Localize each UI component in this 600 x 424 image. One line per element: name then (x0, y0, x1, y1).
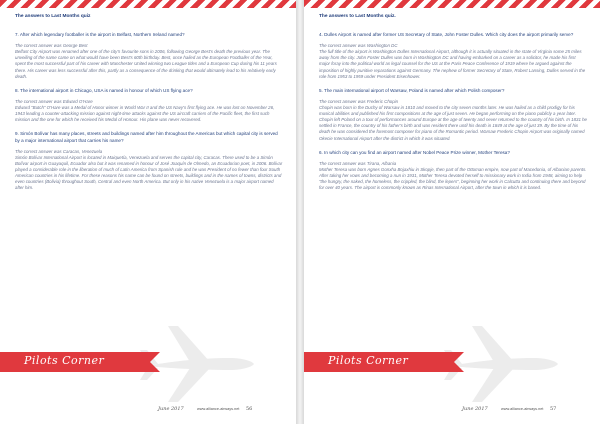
question-9: 9. Simón Bolívar has many places, streets and buildings named after him throughout the Americas but which capital city is served by a major international airport that carries his name? (15, 131, 278, 143)
answer-4 (319, 43, 587, 80)
answer-5 (319, 99, 587, 142)
answer-5-text: Chopin was born in the Duchy of Warsaw in 1810 and moved to the city seven months later. He was hailed as a child prodigy for his musical abilities and published his first compositions at the age of just seven. He began performing on the piano publicly a year later. Chopin left Poland on a tour of performances around Europe at the age of twenty and never returned to the country of his birth. In 1831 he settled in France, the country of his father's birth and was resident there until his death in 1849 at the age of just 39. By the time of his death he was considered the foremost composer for piano of the Romantic period. Warsaw Frederic Chopin Airport was originally named Okecie International Airport after the district in which it was situated. (319, 105, 588, 141)
answer-8-headline: The correct answer was Edward O'Hare (15, 98, 93, 104)
right-page-content (319, 14, 587, 199)
right-page (304, 0, 600, 424)
answer-7 (15, 43, 283, 80)
page-number: 57 (550, 406, 557, 412)
footer-website: www.alliance-airways.net (501, 407, 544, 411)
answer-5-headline: The correct answer was Frederic Chopin (319, 98, 399, 104)
answer-9-headline: The correct answer was Caracas, Venezuela (15, 148, 103, 154)
banner-title: Pilots Corner (24, 354, 105, 367)
top-stripe (304, 0, 600, 8)
footer-issue-date: June 2017 (462, 406, 488, 412)
answer-9-text: Simón Bolívar International Airport is located in Maiquetía, Venezuela and serves the capital city, Caracas. There used to be a Simón Bolívar airport in Guayaquil, Ecuador also but it was renamed in honour of José Joaquín de Olmedo, an Ecuadorian poet, in 2006. Bolívar played a considerable role in the liberation of much of Latin America from Spanish rule and he was President of no fewer than four South American countries in his lifetime. For these reasons his name can be found on streets, buildings and in the names of towns, districts and even countries (Bolivia) throughout South, Central and even North America. But only in his native Venezuela is a major airport named after him. (15, 154, 283, 191)
answer-7-headline: The correct answer was George Best (15, 43, 88, 49)
answer-8 (15, 99, 283, 123)
page-number: 56 (246, 406, 253, 412)
answer-8-text: Edward "Butch" O'Hare was a Medal of Honor winner in World War II and the US Navy's first flying ace. He was lost on November 26, 1943 leading a counter-attacking mission against night-time attacks against the US aircraft carriers of the Pacific fleet, the first such mission and the one for which he received his Medal of Honour. His plane was never recovered. (15, 105, 275, 123)
quiz-heading: The answers to Last Months quiz. (319, 14, 396, 19)
answer-7-text: Belfast City Airport was renamed after one of the city's favourite sons in 2006, following George Best's death the previous year. The unveiling of the name came on what would have been Best's 60th birthday. Best, once hailed as the European Footballer of the Year, spent the most successful part of his career with Manchester United winning two League titles and a European Cup during his 11 years there. His career was less successful after this, partly as a consequence of the drinking that would ultimately lead to his relatively early death. (15, 49, 277, 79)
question-5: 5. The main international airport of Warsaw, Poland is named after which Polish composer? (319, 87, 505, 93)
question-8: 8. The international airport in Chicago, USA is named in honour of which US flying ace? (15, 87, 193, 93)
answer-9 (15, 149, 283, 192)
quiz-heading: The answers to Last Months quiz (15, 14, 91, 19)
top-stripe (0, 0, 296, 8)
answer-6-headline: The correct answer was Tirana, Albania (319, 160, 397, 166)
footer-issue-date: June 2017 (158, 406, 184, 412)
answer-6-text: Mother Teresa was born Agnes Gonxha Bojaxhiu in Skopje, then part of the Ottoman empire, now part of Macedonia, of Albanian parents. After taking her vows and becoming a nun in 1931, Mother Teresa devoted herself to missionary work in India from 1948, aiming to help "the hungry, the naked, the homeless, the crippled, the blind, the lepers", beginning her work in Calcutta and continuing there and beyond for over 40 years. The airport is commonly known as Rinas International Airport, after the town in which it is based. (319, 166, 587, 191)
pilots-corner-banner (0, 352, 150, 372)
page-footer (0, 406, 296, 416)
question-7: 7. After which legendary footballer is the airport in Belfast, Northern Ireland named? (15, 32, 185, 37)
page-footer (304, 406, 600, 416)
banner-title: Pilots Corner (328, 354, 409, 367)
answer-4-text: The full title of the airport is Washington Dulles International Airport, although it is actually situated in the state of Virginia some 25 miles away from the city. John Foster Dulles was born in Washington DC and having embarked on a career as a solicitor, he made his first major foray into the political world as legal counsel for the US at the Paris Peace Conference of 1919 where he argued against the imposition of highly punitive reparations against Germany. The nephew of former Secretary of State, Robert Lansing, Dulles served in the role from 1953 to 1959 under President Eisenhower. (319, 49, 586, 79)
question-4: 4. Dulles Airport is named after former US Secretary of State, John Foster Dulles. Which city does the airport primarily serve? (319, 32, 574, 37)
left-page-content (15, 14, 283, 199)
answer-4-headline: The correct answer was Washington DC (319, 43, 398, 49)
answer-6 (319, 161, 587, 191)
pilots-corner-banner (304, 352, 454, 372)
left-page (0, 0, 296, 424)
footer-website: www.alliance-airways.net (197, 407, 240, 411)
question-6: 6. In which city can you find an airport named after Nobel Peace Prize winner, Mother Teresa? (319, 149, 510, 155)
page-gutter (296, 0, 304, 424)
